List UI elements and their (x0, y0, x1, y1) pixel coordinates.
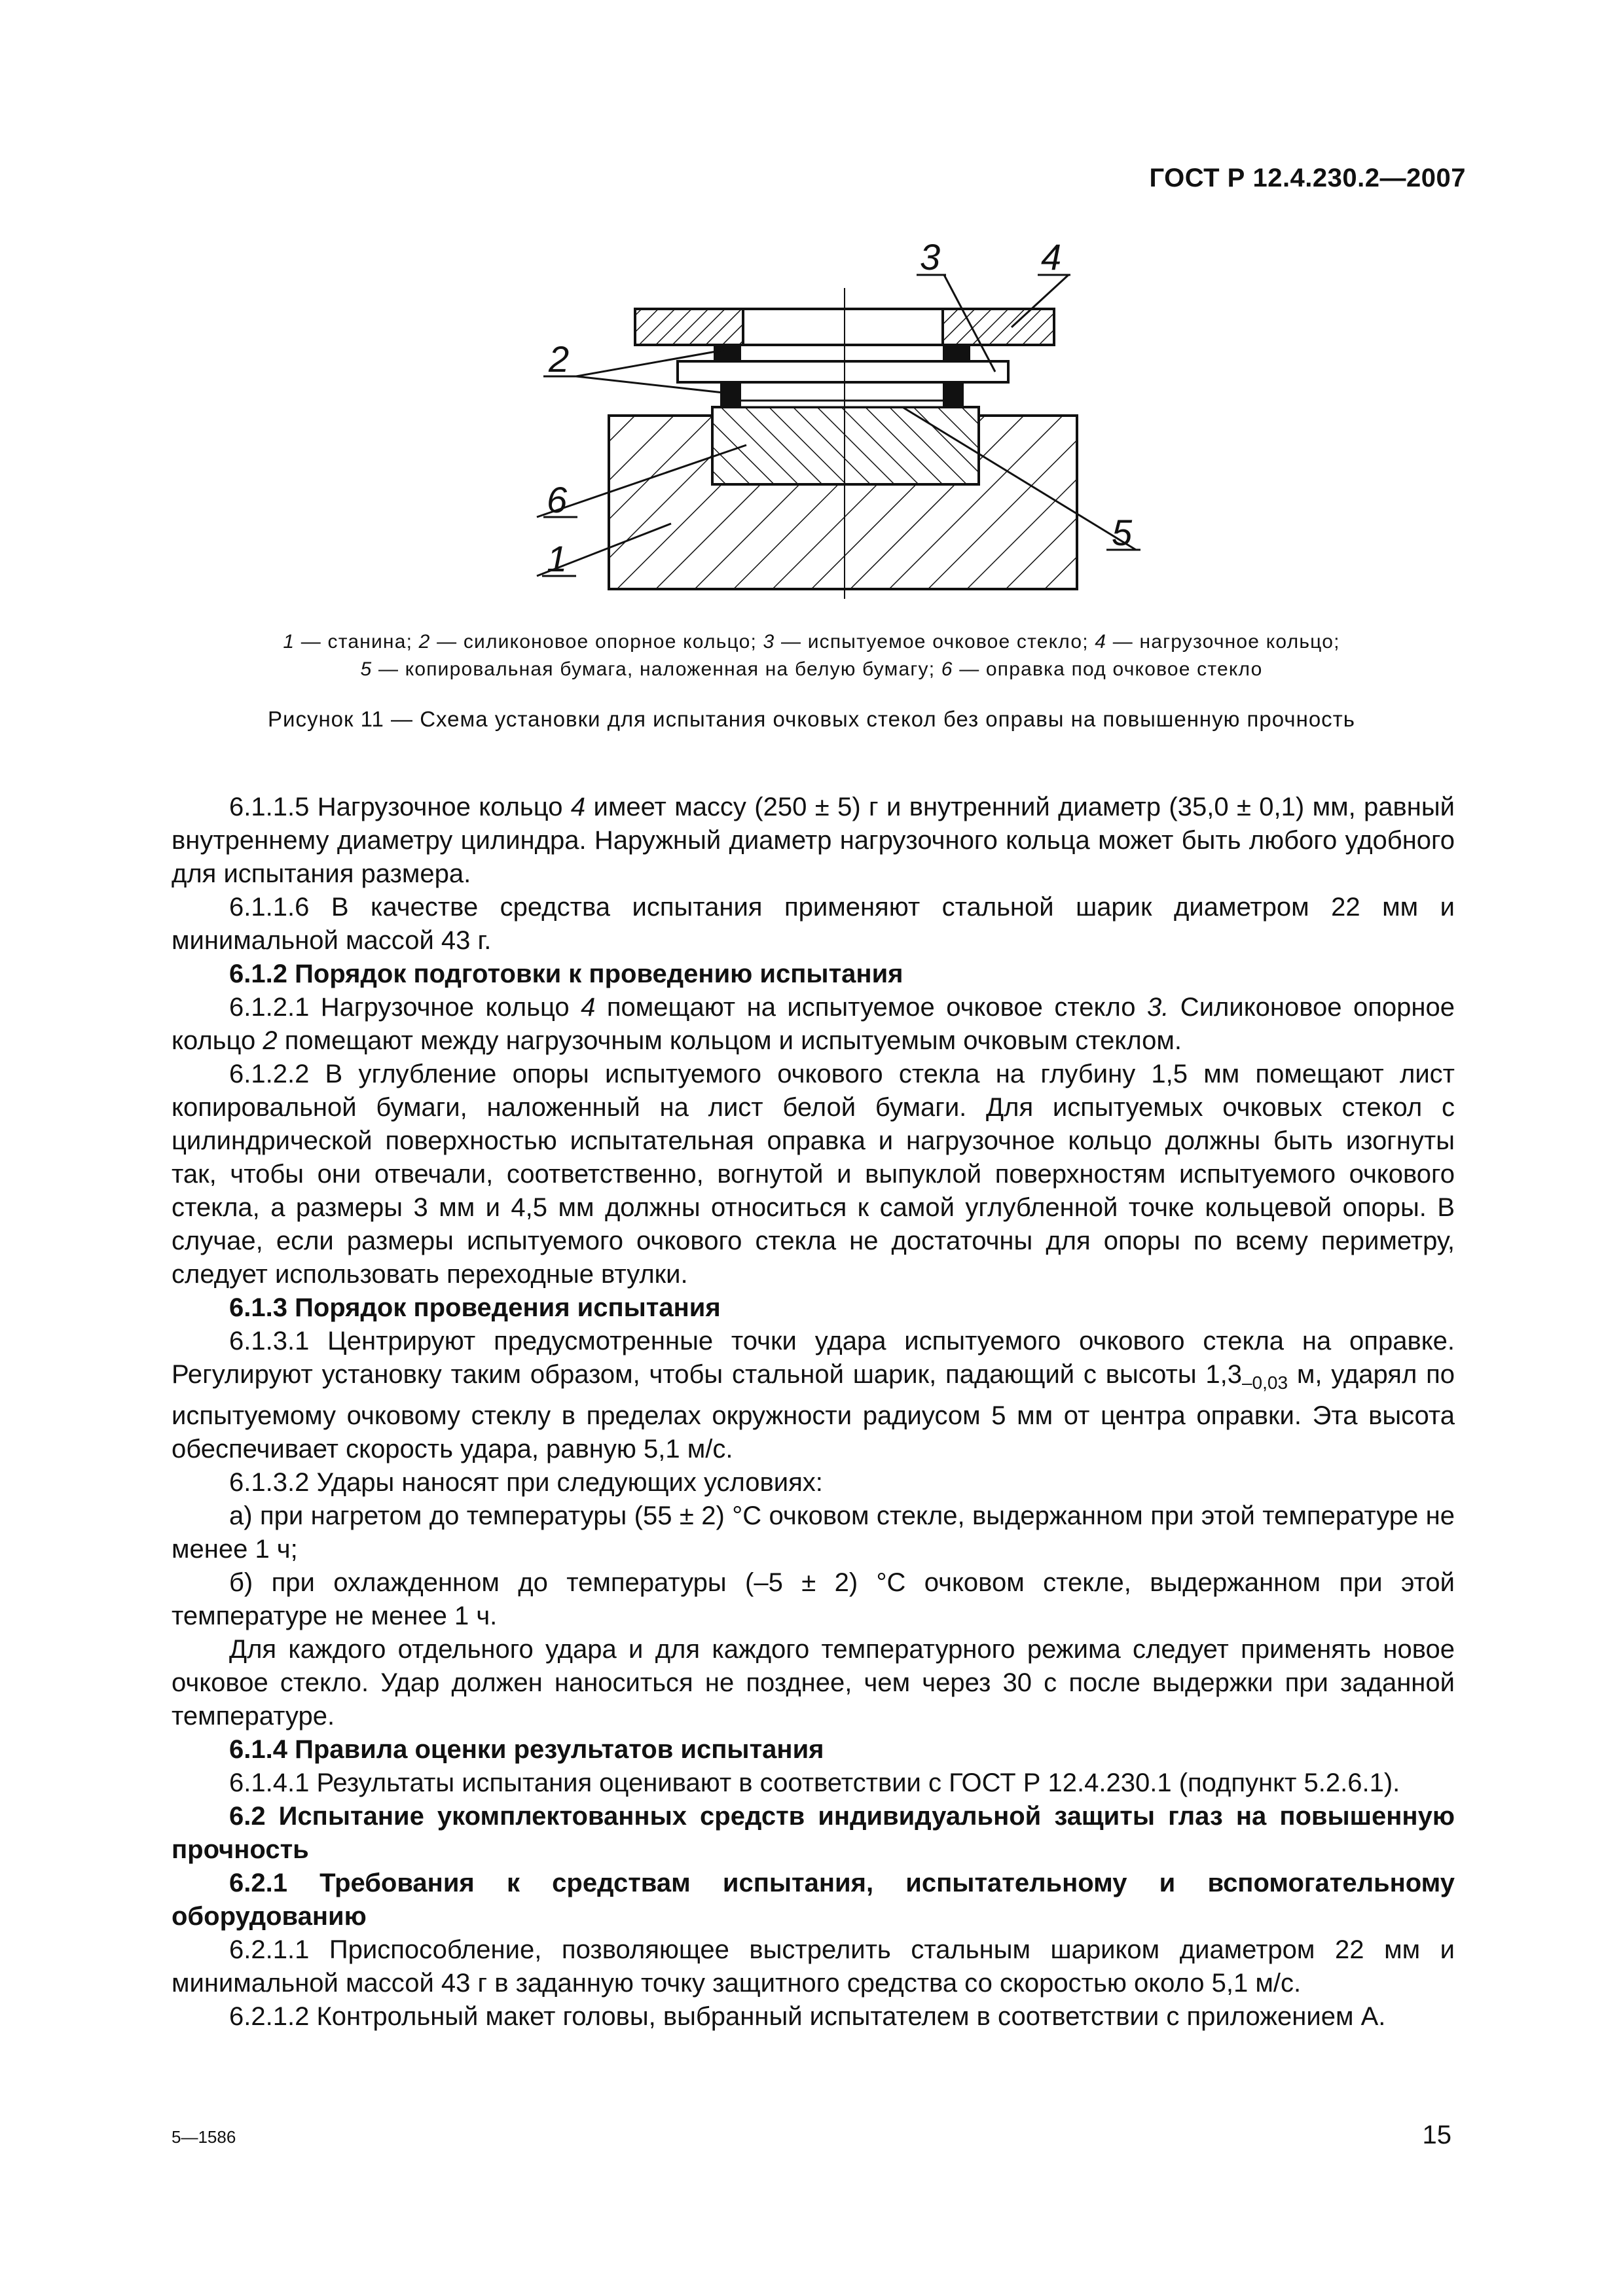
text-run: 6.1.1.6 В качестве средства испытания применяют стальной шарик диаметром 22 мм и минимальной массой 43 г. (172, 893, 1455, 955)
silicone-ring-upper-right (943, 345, 970, 362)
legend-run: 3 (763, 631, 775, 653)
text-run: имеет массу (250 ± 5) г и внутренний диаметр (35,0 ± 0,1) мм, равный внутреннему диаметру цилиндра. Наружный диаметр нагрузочного кольца может быть любого удобного для испытания размера. (172, 793, 1455, 888)
text-run: 6.1.4 Правила оценки результатов испытания (229, 1735, 824, 1764)
section-heading (172, 1800, 1455, 1867)
paragraph (172, 1466, 1455, 1499)
text-run: Для каждого отдельного удара и для каждого температурного режима следует применять новое очковое стекло. Удар должен наноситься не позднее, чем через 30 с после выдержки при заданной температуре. (172, 1635, 1455, 1731)
text-run: 4 (570, 793, 586, 821)
silicone-ring-lower-left (720, 381, 741, 407)
text-run: 6.1.2.1 Нагрузочное кольцо (229, 993, 581, 1022)
test-setup-diagram (0, 0, 1623, 707)
text-run: 2 (263, 1026, 278, 1055)
legend-run: 2 (418, 631, 431, 653)
legend-run: 4 (1095, 631, 1107, 653)
paragraph (172, 2000, 1455, 2034)
paragraph (172, 1499, 1455, 1566)
paragraph (172, 1767, 1455, 1800)
text-run: помещают между нагрузочным кольцом и испытуемым очковым стеклом. (277, 1026, 1182, 1055)
text-run: 6.1.3 Порядок проведения испытания (229, 1293, 721, 1322)
document-header: ГОСТ Р 12.4.230.2—2007 (1149, 164, 1466, 192)
text-run: 4 (581, 993, 596, 1022)
text-run: 6.2.1 Требования к средствам испытания, испытательному и вспомогательному оборудованию (172, 1869, 1455, 1931)
legend-line-1 (131, 628, 1492, 656)
legend-line-2 (131, 656, 1492, 683)
paragraph (172, 1933, 1455, 2000)
label-5: 5 (1112, 512, 1133, 553)
paragraph (172, 1633, 1455, 1733)
text-run: 6.2.1.1 Приспособление, позволяющее выстрелить стальным шариком диаметром 22 мм и минимальной массой 43 г в заданную точку защитного средства со скоростью около 5,1 м/с. (172, 1935, 1455, 1998)
test-glass (678, 361, 1008, 382)
figure-legend (131, 628, 1492, 683)
page-number: 15 (1422, 2121, 1451, 2149)
figure-caption: Рисунок 11 — Схема установки для испытания очковых стекол без оправы на повышенную прочность (268, 707, 1355, 731)
text-run: 6.1.2.2 В углубление опоры испытуемого очкового стекла на глубину 1,5 мм помещают лист копировальной бумаги, наложенный на лист белой бумаги. Для испытуемых очковых стекол с цилиндрической поверхностью испытательная оправка и нагрузочное кольцо должны быть изогнуты так, чтобы они отвечали, соответственно, вогнутой и выпуклой поверхностям испытуемого очкового стекла, а размеры 3 мм и 4,5 мм должны относиться к самой углубленной точке кольцевой опоры. В случае, если размеры испытуемого очкового стекла не достаточны для опоры по всему периметру, следует использовать переходные втулки. (172, 1060, 1455, 1289)
silicone-ring-upper-left (714, 345, 741, 362)
legend-run: 6 (941, 658, 953, 680)
paragraph (172, 1058, 1455, 1291)
load-ring-right (943, 309, 1054, 345)
paragraph (172, 991, 1455, 1058)
section-heading (172, 1867, 1455, 1933)
text-run: 6.1.1.5 Нагрузочное кольцо (229, 793, 571, 821)
legend-run: — копировальная бумага, наложенная на белую бумагу; (372, 658, 941, 680)
text-run: помещают на испытуемое очковое стекло (595, 993, 1147, 1022)
silicone-ring-lower-right (943, 381, 964, 407)
label-4: 4 (1041, 236, 1062, 278)
text-run: б) при охлажденном до температуры (–5 ± 2) °С очковом стекле, выдержанном при этой температуре не менее 1 ч. (172, 1568, 1455, 1630)
mandrel (712, 407, 979, 484)
section-heading (172, 958, 1455, 991)
label-2: 2 (549, 338, 570, 380)
text-run: 3. (1146, 993, 1169, 1022)
legend-run: 1 (283, 631, 295, 653)
legend-run: 5 (360, 658, 373, 680)
text-run: 6.2 Испытание укомплектованных средств индивидуальной защиты глаз на повышенную прочность (172, 1802, 1455, 1864)
legend-run: — станина; (295, 631, 419, 653)
legend-run: — испытуемое очковое стекло; (775, 631, 1095, 653)
text-run: 6.1.2 Порядок подготовки к проведению испытания (229, 960, 903, 988)
section-heading (172, 1733, 1455, 1767)
paragraph (172, 1566, 1455, 1633)
text-run: м, ударял по испытуемому очковому стеклу в пределах окружности радиусом 5 мм от центра оправки. Эта высота обеспечивает скорость удара, равную 5,1 м/с. (172, 1360, 1455, 1463)
footer-print-code: 5—1586 (172, 2127, 236, 2147)
text-run: 6.2.1.2 Контрольный макет головы, выбранный испытателем в соответствии с приложением А. (229, 2002, 1386, 2031)
paragraph (172, 791, 1455, 891)
load-ring-center (743, 309, 943, 345)
label-6: 6 (547, 479, 568, 520)
label-1: 1 (547, 538, 568, 579)
text-run: –0,03 (1241, 1372, 1288, 1393)
legend-run: — силиконовое опорное кольцо; (430, 631, 763, 653)
carbon-paper (740, 401, 956, 407)
paragraph (172, 1325, 1455, 1466)
text-run: Силиконовое опорное кольцо (172, 993, 1455, 1055)
text-run: 6.1.4.1 Результаты испытания оценивают в соответствии с ГОСТ Р 12.4.230.1 (подпункт 5.2.6.1). (229, 1768, 1400, 1797)
body-text (172, 791, 1455, 2034)
text-run: 6.1.3.1 Центрируют предусмотренные точки удара испытуемого очкового стекла на оправке. Регулируют установку таким образом, чтобы стальной шарик, падающий с высоты 1,3 (172, 1327, 1455, 1389)
section-heading (172, 1291, 1455, 1325)
legend-run: — нагрузочное кольцо; (1106, 631, 1340, 653)
label-3: 3 (920, 236, 941, 278)
text-run: а) при нагретом до температуры (55 ± 2) °С очковом стекле, выдержанном при этой температуре не менее 1 ч; (172, 1501, 1455, 1564)
paragraph (172, 891, 1455, 958)
legend-run: — оправка под очковое стекло (953, 658, 1263, 680)
load-ring-left (635, 309, 743, 345)
text-run: 6.1.3.2 Удары наносят при следующих условиях: (229, 1468, 823, 1497)
